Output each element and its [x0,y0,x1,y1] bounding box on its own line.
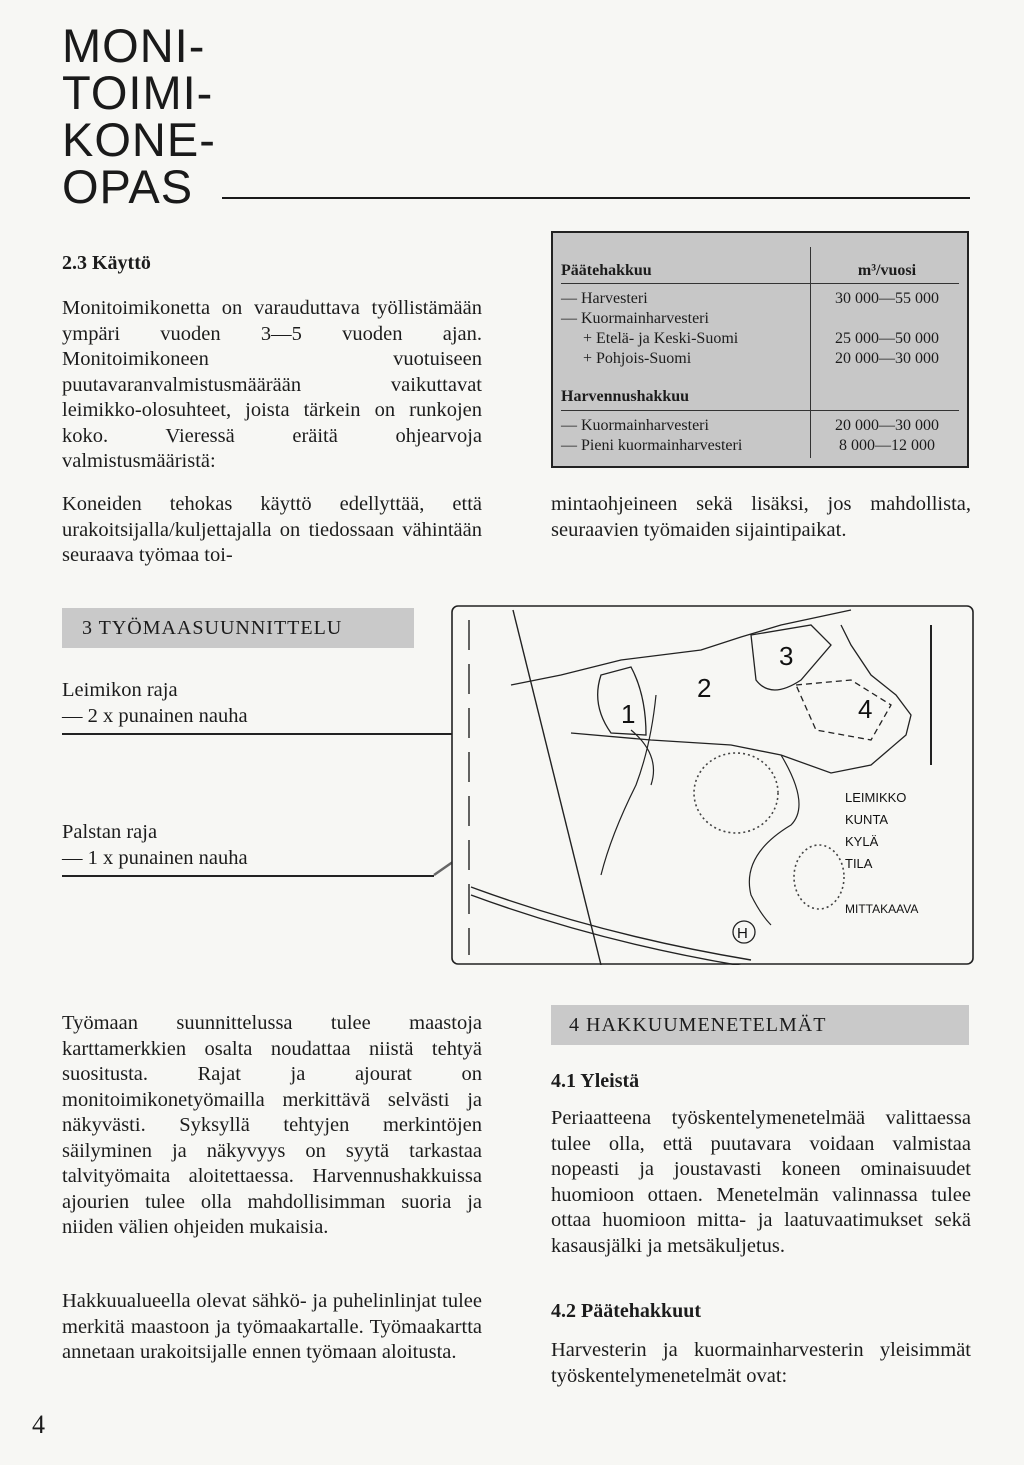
paragraph-text: Koneiden tehokas käyttö edellyttää, että urakoitsijalla/kuljettajalla on tiedossaan vähintään seuraava työmaa toi- [62,493,482,566]
map-area-label: 1 [621,699,636,729]
section-3-paragraph-2 [62,1289,482,1366]
table-row-label: + Etelä- ja Keski-Suomi [583,330,739,347]
table-row-label: — Pieni kuormainharvesteri [561,437,743,454]
table-row-label: — Kuormainharvesteri [561,417,709,434]
map-area-label: 3 [779,641,794,671]
table-row-value: 25 000—50 000 [835,330,939,347]
logo-line: MONI- [62,19,206,72]
worksite-map [451,605,974,965]
table-subheader: Harvennushakkuu [561,388,690,405]
section-4-2-heading: 4.2 Päätehakkuut [551,1300,702,1322]
callout-title: Leimikon raja [62,679,178,701]
section-3-paragraph [62,1011,482,1241]
table-row-value: 8 000—12 000 [839,437,935,454]
table-header-right: m³/vuosi [857,262,917,279]
map-legend-text: MITTAKAAVA [845,902,919,916]
paragraph-text: mintaohjeineen sekä lisäksi, jos mahdollista, seuraavien työmaiden sijaintipaikat. [551,493,971,541]
page-number: 4 [32,1410,45,1439]
logo-line: KONE- [62,113,216,166]
table-row-label: — Harvesteri [561,290,648,307]
section-4-banner: 4 HAKKUUMENETELMÄT [551,1005,969,1045]
paragraph-text: Monitoimikonetta on varauduttava työllistämään ympäri vuoden 3—5 vuoden ajan. Monitoimikoneen vuotuiseen puutavaranvalmistusmäärään vaikuttavat leimikko-olosuhteet, joista tärkein on runkojen koko. Vieressä eräitä ohjearvoja valmistusmääristä: [62,297,482,472]
table-header-left: Päätehakkuu [561,262,652,279]
table-row-value: 30 000—55 000 [835,290,939,307]
table-row-value: 20 000—30 000 [835,417,939,434]
map-legend-text: KYLÄ [845,834,879,849]
section-3-banner: 3 TYÖMAASUUNNITTELU [62,608,414,648]
map-legend-text: KUNTA [845,812,889,827]
map-area-label: 2 [697,673,712,703]
callout-subtitle: — 1 x punainen nauha [62,846,248,869]
section-4-1-paragraph [551,1106,971,1259]
table-row-label: — Kuormainharvesteri [561,310,709,327]
map-area-label: 4 [858,694,873,724]
callout-subtitle: — 2 x punainen nauha [62,704,248,727]
logo-line: OPAS [62,160,194,213]
paragraph-text: Hakkuualueella olevat sähkö- ja puhelinlinjat tulee merkitä maastoon ja työmaakartalle. Työmaakartta annetaan urakoitsijalle ennen työmaan aloitusta. [62,1290,482,1363]
map-legend-text: TILA [845,856,873,871]
logo-line: TOIMI- [62,66,214,119]
callout-title: Palstan raja [62,821,158,843]
section-4-2-paragraph [551,1338,971,1389]
map-marker-label: H [737,925,748,942]
table-row-label: + Pohjois-Suomi [583,350,692,367]
paragraph-text: Periaatteena työskentelymenetelmää valittaessa tulee olla, että puutavara voidaan valmistaa nopeasti ja joustavasti koneen ominaisuudet huomioon ottaen. Menetelmän valinnassa tulee ottaa huomioon mitta- ja laatuvaatimukset sekä kasausjälki ja metsäkuljetus. [551,1107,971,1257]
table-row-value: 20 000—30 000 [835,350,939,367]
paragraph-text: Työmaan suunnittelussa tulee maastoja karttamerkkien osalta noudattaa niistä tehtyä suositusta. Rajat ja ajourat on monitoimikonetyömailla merkittävä selvästi ja näkyvästi. Syksyllä tehtyjen merkintöjen säilyminen ja näkyvyys on syytä tarkastaa talvityömaita aloitettaessa. Harvennushakkuissa ajourien tulee olla mahdollisimman suoria ja niiden välien ohjeiden mukaisia. [62,1012,482,1238]
section-4-1-heading: 4.1 Yleistä [551,1070,640,1092]
section-2-3-heading: 2.3 Käyttö [62,252,151,274]
map-legend-text: LEIMIKKO [845,790,907,805]
paragraph-text: Harvesterin ja kuormainharvesterin yleisimmät työskentelymenetelmät ovat: [551,1339,971,1387]
